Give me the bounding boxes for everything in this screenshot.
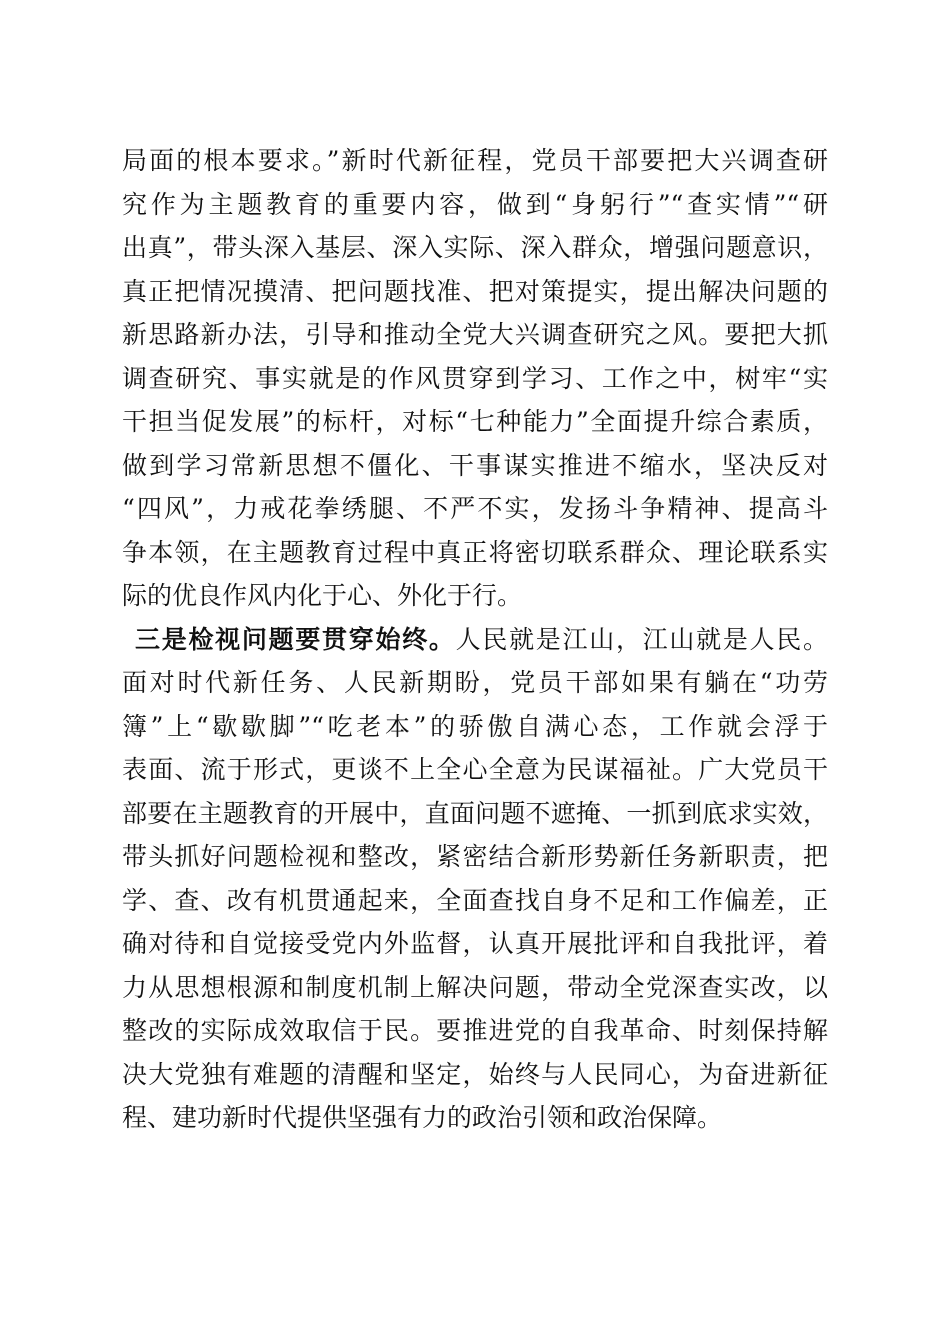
paragraph-2 (122, 618, 828, 1140)
paragraph-first-line-text: 人民就是江山，江山就是人民。 (455, 624, 828, 654)
paragraph-line: 带头抓好问题检视和整改，紧密结合新形势新任务新职责，把 (122, 842, 828, 871)
paragraph-line: 整改的实际成效取信于民。要推进党的自我革命、时刻保持解 (122, 1016, 828, 1045)
paragraph-line: 干担当促发展”的标杆，对标“七种能力”全面提升综合素质， (122, 407, 828, 436)
paragraph-line: 际的优良作风内化于心、外化于行。 (122, 581, 523, 610)
paragraph-line: “四风”，力戒花拳绣腿、不严不实，发扬斗争精神、提高斗 (122, 494, 828, 523)
paragraph-1 (122, 139, 828, 618)
paragraph-line: 真正把情况摸清、把问题找准、把对策提实，提出解决问题的 (122, 276, 828, 306)
paragraph-line: 确对待和自觉接受党内外监督，认真开展批评和自我批评，着 (122, 929, 828, 958)
paragraph-line: 局面的根本要求。”新时代新征程，党员干部要把大兴调查研 (122, 146, 828, 175)
paragraph-line: 表面、流于形式，更谈不上全心全意为民谋福祉。广大党员干 (122, 755, 828, 784)
paragraph-line: 学、查、改有机贯通起来，全面查找自身不足和工作偏差，正 (122, 885, 828, 915)
paragraph-line: 面对时代新任务、人民新期盼，党员干部如果有躺在“功劳 (122, 668, 828, 697)
paragraph-line: 出真”，带头深入基层、深入实际、深入群众，增强问题意识， (122, 233, 828, 262)
paragraph-line: 调查研究、事实就是的作风贯穿到学习、工作之中，树牢“实 (122, 363, 828, 393)
paragraph-line: 新思路新办法，引导和推动全党大兴调查研究之风。要把大抓 (122, 320, 828, 349)
body-text (122, 139, 828, 1140)
paragraph-line: 程、建功新时代提供坚强有力的政治引领和政治保障。 (122, 1103, 723, 1132)
section-lead-heading: 三是检视问题要贯穿始终。 (135, 624, 456, 654)
paragraph-line: 决大党独有难题的清醒和坚定，始终与人民同心，为奋进新征 (122, 1059, 828, 1089)
paragraph-line: 力从思想根源和制度机制上解决问题，带动全党深查实改，以 (122, 972, 828, 1002)
paragraph-line: 簿”上“歇歇脚”“吃老本”的骄傲自满心态，工作就会浮于 (122, 711, 828, 741)
paragraph-line: 究作为主题教育的重要内容，做到“身躬行”“查实情”“研 (122, 189, 828, 219)
paragraph-line: 做到学习常新思想不僵化、干事谋实推进不缩水，坚决反对 (122, 450, 828, 480)
paragraph-first-line (122, 618, 828, 662)
paragraph-line: 部要在主题教育的开展中，直面问题不遮掩、一抓到底求实效， (122, 798, 828, 828)
paragraph-line: 争本领，在主题教育过程中真正将密切联系群众、理论联系实 (122, 537, 828, 567)
